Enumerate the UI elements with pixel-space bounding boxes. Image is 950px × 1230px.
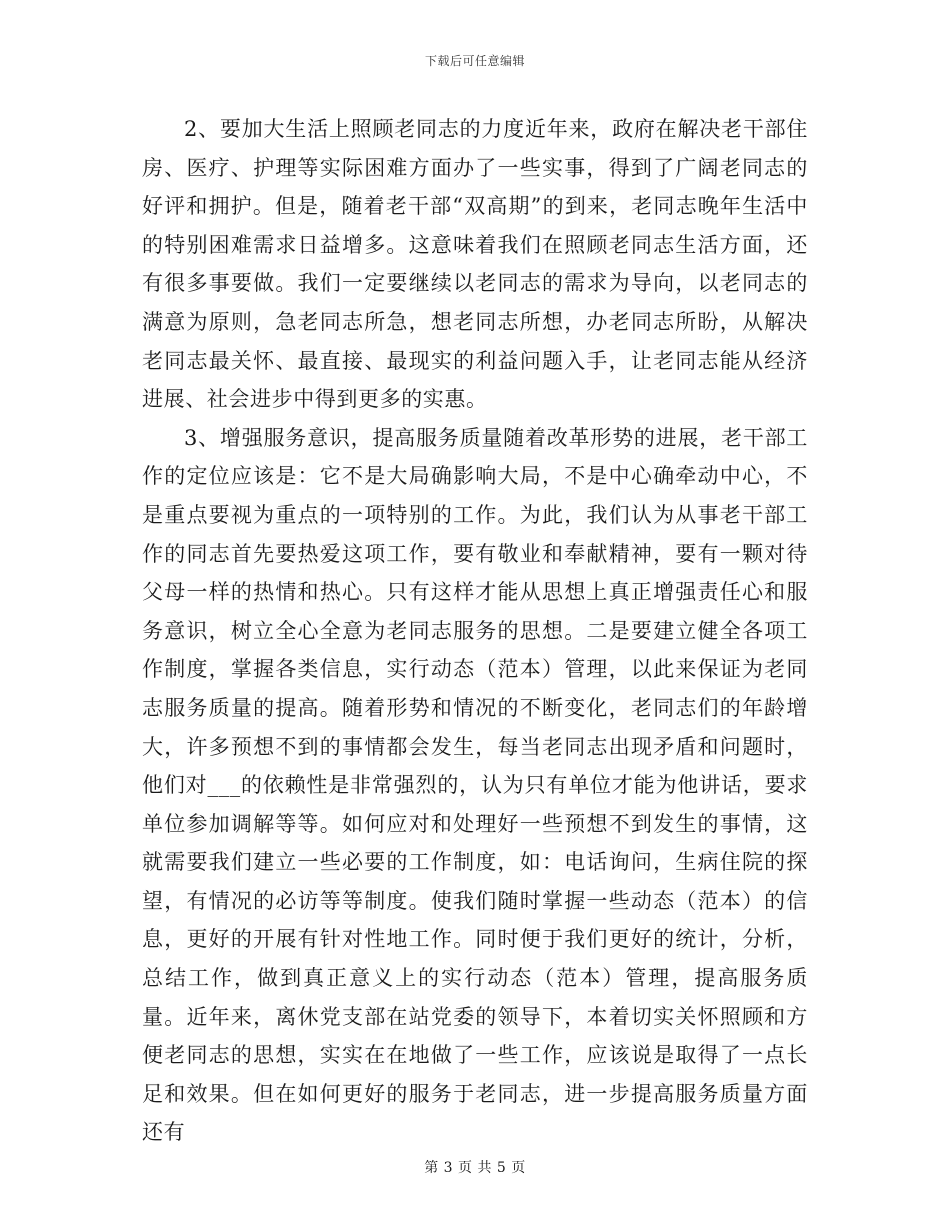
page-header: 下载后可任意编辑 <box>424 54 525 68</box>
paragraph-3: 3、增强服务意识，提高服务质量随着改革形势的进展，老干部工作的定位应该是：它不是大局确影响大局，不是中心确牵动中心，不是重点要视为重点的一项特别的工作。为此，我们认为从事老干部工作的同志首先要热爱这项工作，要有敬业和奉献精神，要有一颗对待父母一样的热情和热心。只有这样才能从思想上真正增强责任心和服务意识，树立全心全意为老同志服务的思想。二是要建立健全各项工作制度，掌握各类信息，实行动态（范本）管理，以此来保证为老同志服务质量的提高。随着形势和情况的不断变化，老同志们的年龄增大，许多预想不到的事情都会发生，每当老同志出现矛盾和问题时，他们对___的依赖性是非常强烈的，认为只有单位才能为他讲话，要求单位参加调解等等。如何应对和处理好一些预想不到发生的事情，这就需要我们建立一些必要的工作制度，如：电话询问，生病住院的探望，有情况的必访等等制度。使我们随时掌握一些动态（范本）的信息，更好的开展有针对性地工作。同时便于我们更好的统计，分析，总结工作，做到真正意义上的实行动态（范本）管理，提高服务质量。近年来，离休党支部在站党委的领导下，本着切实关怀照顾和方便老同志的思想，实实在在地做了一些工作，应该说是取得了一点长足和效果。但在如何更好的服务于老同志，进一步提高服务质量方面还有 <box>142 425 808 1145</box>
paragraph-2: 2、要加大生活上照顾老同志的力度近年来，政府在解决老干部住房、医疗、护理等实际困难方面办了一些实事，得到了广阔老同志的好评和拥护。但是，随着老干部“双高期”的到来，老同志晚年生活中的特别困难需求日益增多。这意味着我们在照顾老同志生活方面，还有很多事要做。我们一定要继续以老同志的需求为导向，以老同志的满意为原则，急老同志所急，想老同志所想，办老同志所盼，从解决老同志最关怀、最直接、最现实的利益问题入手，让老同志能从经济进展、社会进步中得到更多的实惠。 <box>142 117 808 412</box>
document-body <box>142 110 808 1152</box>
page-number: 第 3 页 共 5 页 <box>424 1160 526 1176</box>
